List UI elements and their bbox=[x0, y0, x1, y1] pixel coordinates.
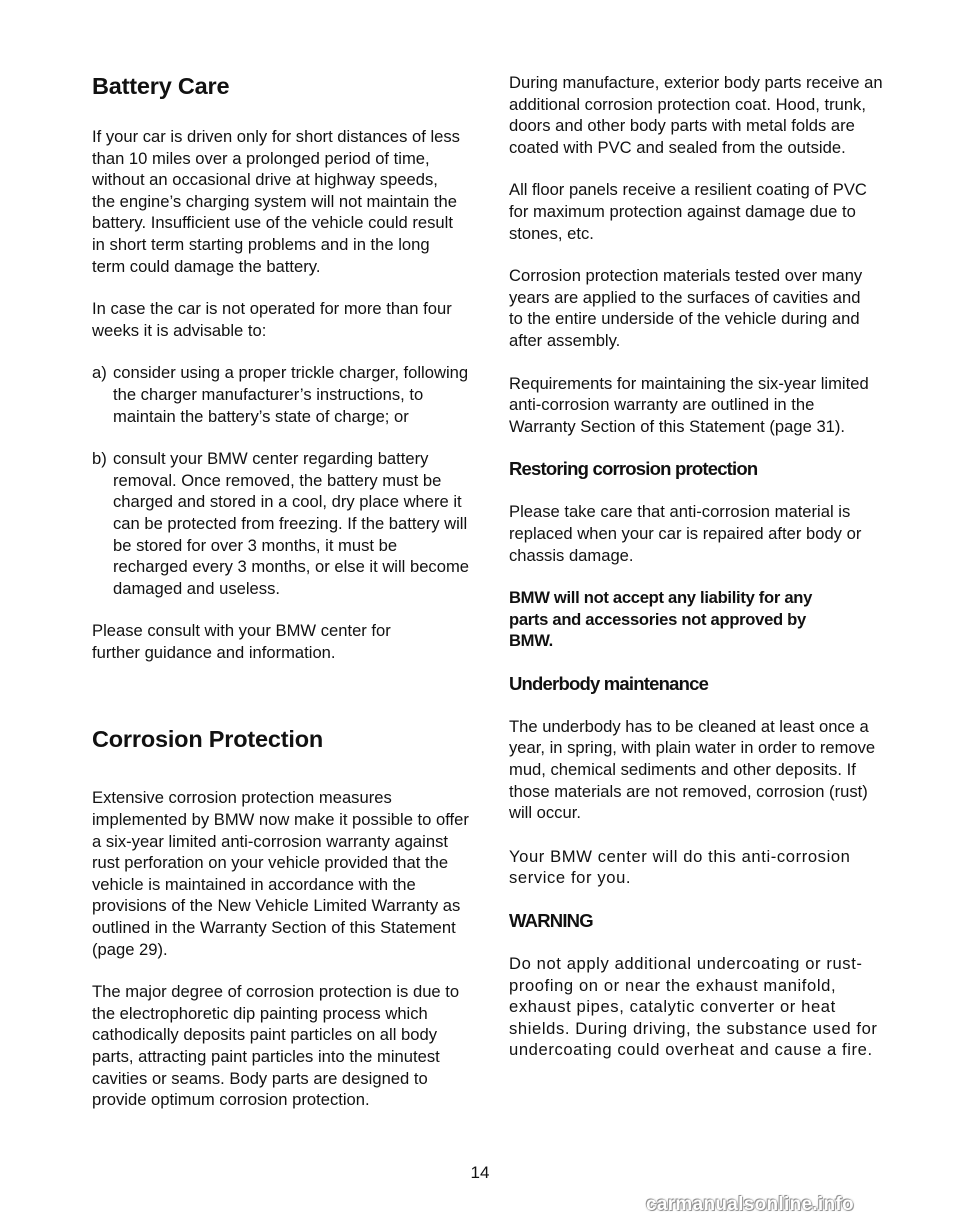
left-column bbox=[92, 72, 477, 1111]
right-column bbox=[509, 72, 894, 1061]
battery-paragraph-2: In case the car is not operated for more than four weeks it is advisable to: bbox=[92, 299, 452, 340]
warning-paragraph: Do not apply additional undercoating or rust-proofing on or near the exhaust manifold, exhaust pipes, catalytic converter or heat shields. During driving, the substance used for undercoating could overheat and cause a fire. bbox=[509, 954, 878, 1060]
restoring-corrosion-heading: Restoring corrosion protection bbox=[509, 458, 758, 480]
battery-care-heading: Battery Care bbox=[92, 73, 230, 99]
right-paragraph-3: Corrosion protection materials tested over many years are applied to the surfaces of cavities and to the entire underside of the vehicle during and after assembly. bbox=[509, 266, 863, 350]
list-text-a: consider using a proper trickle charger, following the charger manufacturer’s instructions, to maintain the battery’s state of charge; or bbox=[113, 363, 469, 426]
watermark-text: carmanualsonline.info bbox=[646, 1194, 854, 1215]
battery-paragraph-1: If your car is driven only for short distances of less than 10 miles over a prolonged period of time, without an occasional drive at highway speeds, the engine’s charging system will not maintain the battery. Insufficient use of the vehicle could result in short term starting problems and in the long term could damage the battery. bbox=[92, 127, 460, 276]
underbody-maintenance-heading: Underbody maintenance bbox=[509, 672, 709, 694]
right-paragraph-1: During manufacture, exterior body parts receive an additional corrosion protection coat. Hood, trunk, doors and other body parts with metal folds are coated with PVC and sealed from the outside. bbox=[509, 73, 883, 157]
list-marker-a: a) bbox=[92, 363, 107, 383]
liability-note: BMW will not accept any liability for any parts and accessories not approved by BMW. bbox=[509, 588, 813, 651]
list-item-b bbox=[92, 448, 473, 599]
page-number: 14 bbox=[470, 1163, 490, 1182]
list-text-b: consult your BMW center regarding battery removal. Once removed, the battery must be charged and stored in a cool, dry place where it can be protected from freezing. If the battery will be stored for over 3 months, it must be recharged every 3 months, or else it will become damaged and useless. bbox=[113, 449, 470, 598]
right-paragraph-4: Requirements for maintaining the six-year limited anti-corrosion warranty are outlined in the Warranty Section of this Statement (page 31). bbox=[509, 373, 869, 436]
list-item-a bbox=[92, 362, 469, 427]
battery-paragraph-3: Please consult with your BMW center for further guidance and information. bbox=[92, 621, 391, 662]
right-paragraph-2: All floor panels receive a resilient coating of PVC for maximum protection against damage due to stones, etc. bbox=[509, 180, 867, 243]
underbody-paragraph-2: Your BMW center will do this anti-corrosion service for you. bbox=[509, 846, 851, 888]
watermark bbox=[0, 1194, 960, 1218]
underbody-paragraph-1: The underbody has to be cleaned at least once a year, in spring, with plain water in order to remove mud, chemical sediments and other deposits. If those materials are not removed, corrosion (rust) will occur. bbox=[509, 716, 876, 823]
corrosion-protection-heading: Corrosion Protection bbox=[92, 726, 324, 753]
corrosion-paragraph-2: The major degree of corrosion protection is due to the electrophoretic dip painting process which cathodically deposits paint particles on all body parts, attracting paint particles into the minutest cavities or seams. Body parts are designed to provide optimum corrosion protection. bbox=[92, 982, 460, 1110]
restoring-paragraph: Please take care that anti-corrosion material is replaced when your car is repaired after body or chassis damage. bbox=[509, 502, 862, 565]
list-marker-b: b) bbox=[92, 449, 107, 469]
corrosion-paragraph-1: Extensive corrosion protection measures implemented by BMW now make it possible to offer a six-year limited anti-corrosion warranty against rust perforation on your vehicle provided that the vehicle is maintained in accordance with the provisions of the New Vehicle Limited Warranty as outlined in the Warranty Section of this Statement (page 29). bbox=[92, 788, 469, 959]
warning-heading: WARNING bbox=[509, 910, 593, 932]
